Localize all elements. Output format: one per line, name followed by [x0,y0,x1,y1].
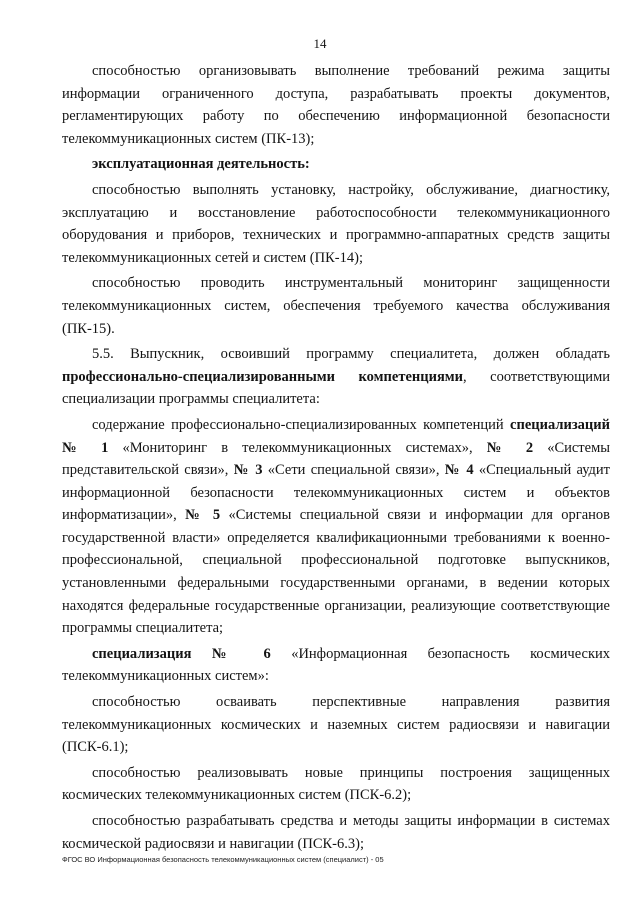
paragraph-pk13: способностью организовывать выполнение требований режима защиты информации ограниченного доступа, разрабатывать проекты документов, регламентирующих работу по обеспечению информационной безопасности телекоммуникационных систем (ПК-13); [62,63,610,147]
p6-text: «Информационная безопасность космических телекоммуникационных систем»: [62,645,610,685]
p4-text-a: 5.5. Выпускник, освоивший программу специалитета, должен обладать [92,346,610,363]
p4-text-c: , соответствующими специализации программы специалитета: [62,368,610,408]
page-footer: ФГОС ВО Информационная безопасность телекоммуникационных систем (специалист) - 05 [62,855,384,864]
paragraph-psk-6-2: способностью реализовывать новые принципы построения защищенных космических телекоммуникационных систем (ПСК-6.2); [62,764,610,804]
p5-num-1: № 1 [62,439,109,456]
heading-operational-activity [62,153,610,176]
p5-text-g: «Системы представительской связи», [62,439,610,479]
p5-num-4: № 4 [444,462,474,479]
paragraph-pk14: способностью выполнять установку, настройку, обслуживание, диагностику, эксплуатацию и восстановление работоспособности телекоммуникационного оборудования и приборов, технических и программно-аппаратных средств защиты телекоммуникационных сетей и систем (ПК-14); [62,181,610,266]
heading-text: эксплуатационная деятельность: [92,156,310,173]
p5-text-m: «Системы специальной связи и информации для органов государственной власти» определяется квалификационными требованиями к военно-профессиональной, специальной профессиональной подготовке выпускников, установленными федеральными государственными органами, в ведении которых находятся федеральные государственные организации, реализующие соответствующие программы специалитета; [62,507,610,637]
page-number: 14 [313,36,327,51]
p5-bold-specializations: специализаций [510,416,610,433]
paragraph-5-5 [62,343,610,411]
p5-num-3: № 3 [233,462,263,479]
paragraph-specialization-6 [62,643,610,688]
paragraph-psk-6-1: способностью осваивать перспективные направления развития телекоммуникационных космических и наземных систем радиосвязи и навигации (ПСК-6.1); [62,694,610,756]
document-body [62,60,610,855]
p4-bold: профессионально-специализированными компетенциями [62,368,464,385]
p6-bold: специализация № 6 [92,645,271,662]
paragraph-psk-6-3: способностью разрабатывать средства и методы защиты информации в системах космической радиосвязи и навигации (ПСК-6.3); [62,813,610,852]
paragraph-pk15: способностью проводить инструментальный мониторинг защищенности телекоммуникационных систем, обеспечения требуемого качества обслуживания (ПК-15). [62,275,610,337]
p5-text-i: «Сети специальной связи», [262,462,445,479]
paragraph-specializations-1-5 [62,414,610,640]
p5-text-a: содержание профессионально-специализированных компетенций [92,416,511,433]
p5-num-2: № 2 [486,439,534,456]
p5-text-e: «Мониторинг в телекоммуникационных системах», [108,439,487,456]
p5-num-5: № 5 [185,507,221,524]
p5-text-k: «Специальный аудит информационной безопасности телекоммуникационных систем и объектов информатизации», [62,462,611,524]
